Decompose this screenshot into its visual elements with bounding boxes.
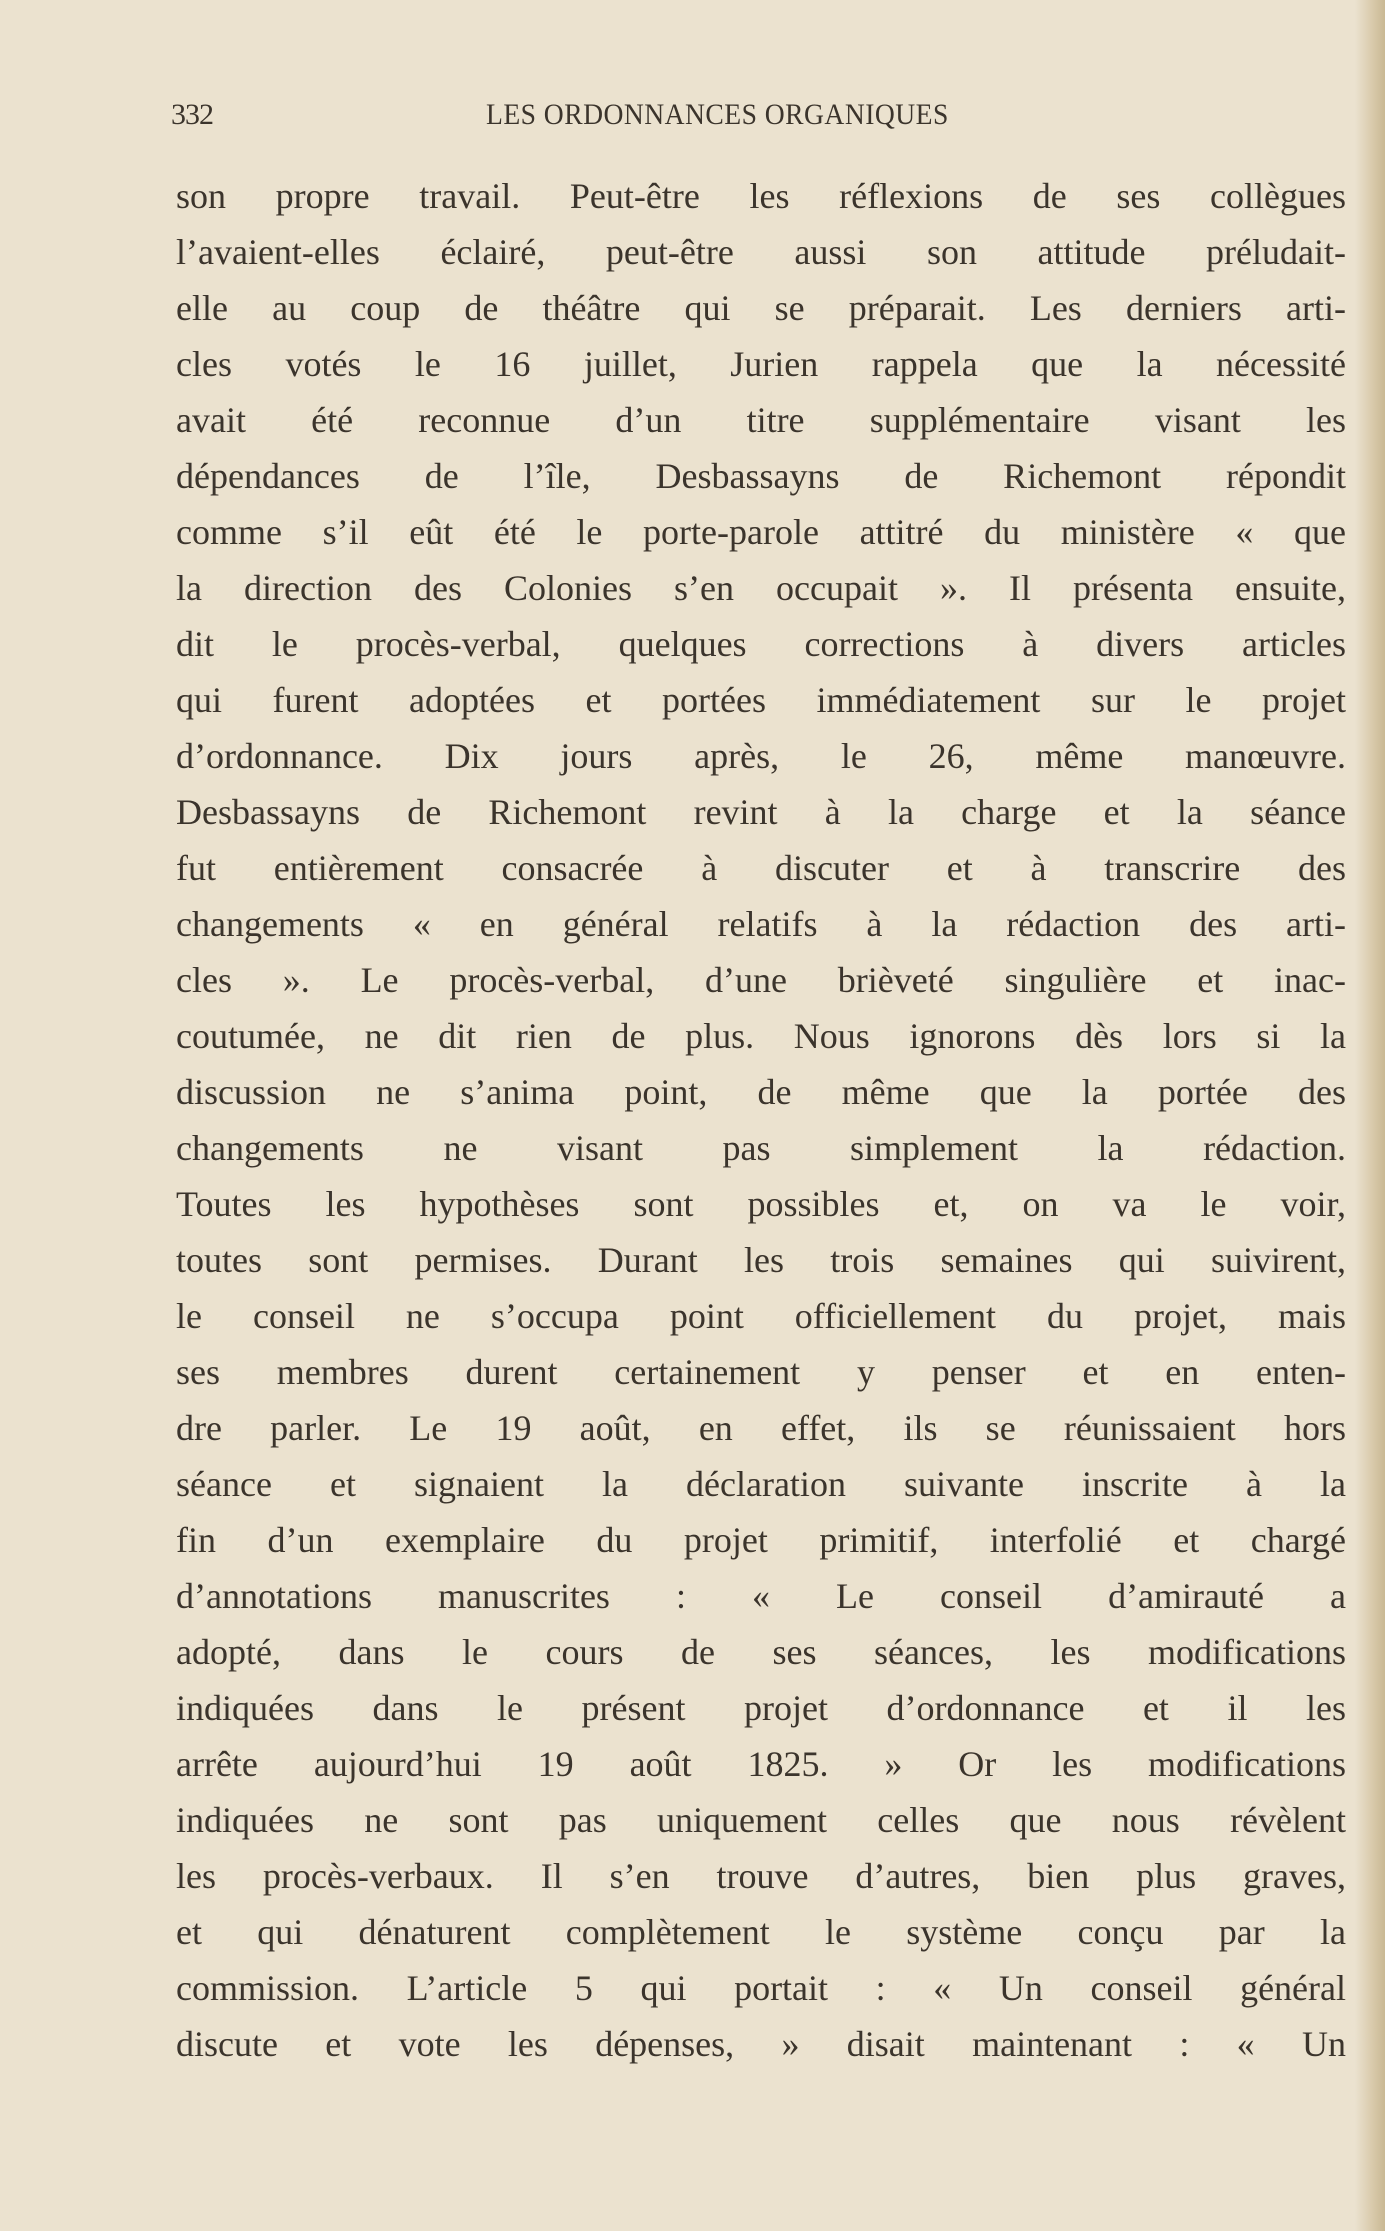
- text-line: coutumée, ne dit rien de plus. Nous ignorons dès lors si la: [176, 1016, 1346, 1056]
- text-line: fut entièrement consacrée à discuter et à transcrire des: [176, 848, 1346, 888]
- text-line: dit le procès-verbal, quelques corrections à divers articles: [176, 624, 1346, 664]
- text-line: dre parler. Le 19 août, en effet, ils se réunissaient hors: [176, 1408, 1346, 1448]
- text-line: commission. L’article 5 qui portait : « Un conseil général: [176, 1968, 1346, 2008]
- text-line: arrête aujourd’hui 19 août 1825. » Or les modifications: [176, 1744, 1346, 1784]
- text-line: changements « en général relatifs à la rédaction des arti-: [176, 904, 1346, 944]
- text-line: discute et vote les dépenses, » disait maintenant : « Un: [176, 2024, 1346, 2064]
- text-line: discussion ne s’anima point, de même que la portée des: [176, 1072, 1346, 1112]
- text-line: indiquées dans le présent projet d’ordonnance et il les: [176, 1688, 1346, 1728]
- text-line: les procès-verbaux. Il s’en trouve d’autres, bien plus graves,: [176, 1856, 1346, 1896]
- text-line: d’ordonnance. Dix jours après, le 26, même manœuvre.: [176, 736, 1346, 776]
- text-line: indiquées ne sont pas uniquement celles que nous révèlent: [176, 1800, 1346, 1840]
- text-line: cles ». Le procès-verbal, d’une brièveté singulière et inac-: [176, 960, 1346, 1000]
- running-title: LES ORDONNANCES ORGANIQUES: [486, 98, 949, 131]
- page-number: 332: [171, 98, 213, 131]
- text-line: adopté, dans le cours de ses séances, les modifications: [176, 1632, 1346, 1672]
- text-line: la direction des Colonies s’en occupait ». Il présenta ensuite,: [176, 568, 1346, 608]
- body-text: [176, 168, 1346, 2072]
- text-line: d’annotations manuscrites : « Le conseil d’amirauté a: [176, 1576, 1346, 1616]
- text-line: comme s’il eût été le porte-parole attitré du ministère « que: [176, 512, 1346, 552]
- text-line: cles votés le 16 juillet, Jurien rappela que la nécessité: [176, 344, 1346, 384]
- text-line: dépendances de l’île, Desbassayns de Richemont répondit: [176, 456, 1346, 496]
- text-line: séance et signaient la déclaration suivante inscrite à la: [176, 1464, 1346, 1504]
- text-line: Desbassayns de Richemont revint à la charge et la séance: [176, 792, 1346, 832]
- text-line: avait été reconnue d’un titre supplémentaire visant les: [176, 400, 1346, 440]
- text-line: toutes sont permises. Durant les trois semaines qui suivirent,: [176, 1240, 1346, 1280]
- text-line: Toutes les hypothèses sont possibles et, on va le voir,: [176, 1184, 1346, 1224]
- text-line: qui furent adoptées et portées immédiatement sur le projet: [176, 680, 1346, 720]
- text-line: et qui dénaturent complètement le système conçu par la: [176, 1912, 1346, 1952]
- text-line: son propre travail. Peut-être les réflexions de ses collègues: [176, 176, 1346, 216]
- page-edge-shadow: [1355, 0, 1385, 2231]
- text-line: fin d’un exemplaire du projet primitif, interfolié et chargé: [176, 1520, 1346, 1560]
- text-line: ses membres durent certainement y penser et en enten-: [176, 1352, 1346, 1392]
- text-line: changements ne visant pas simplement la rédaction.: [176, 1128, 1346, 1168]
- text-line: l’avaient-elles éclairé, peut-être aussi son attitude préludait-: [176, 232, 1346, 272]
- text-line: elle au coup de théâtre qui se préparait. Les derniers arti-: [176, 288, 1346, 328]
- text-line: le conseil ne s’occupa point officiellement du projet, mais: [176, 1296, 1346, 1336]
- page-header: [171, 98, 1346, 142]
